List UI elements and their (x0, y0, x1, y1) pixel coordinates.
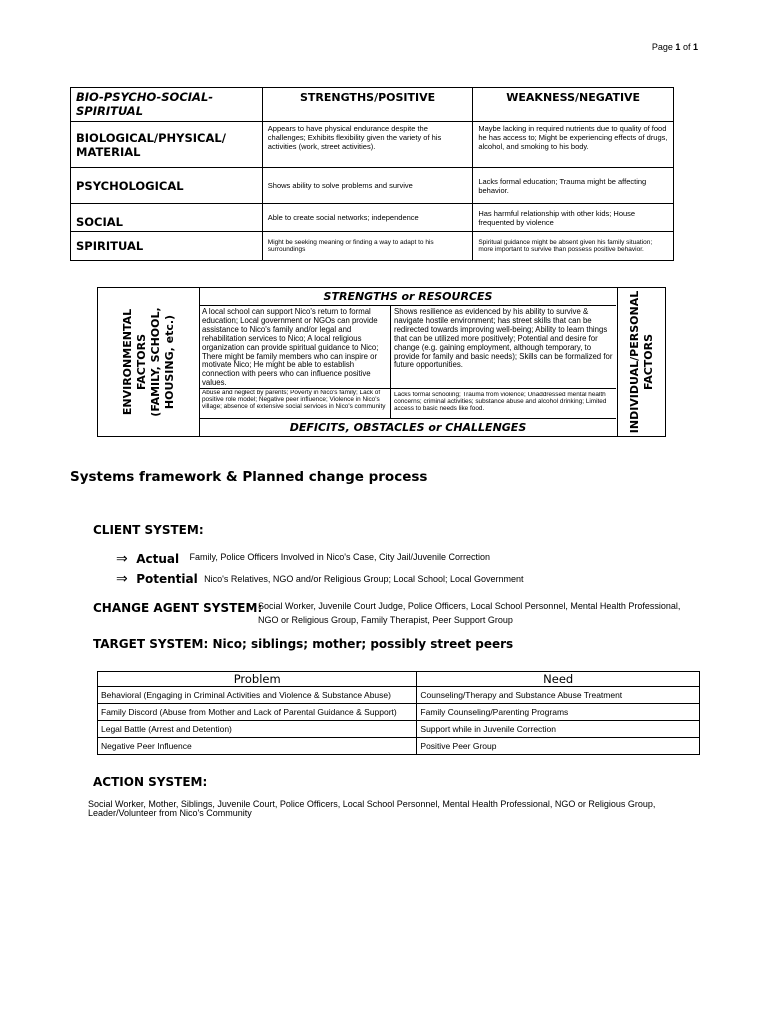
table-row (71, 232, 674, 261)
problem-cell: Negative Peer Influence (98, 738, 417, 755)
individual-factors-label (617, 288, 665, 436)
strength-cell: Able to create social networks; independence (262, 204, 473, 232)
section-title: Systems framework & Planned change process (70, 469, 428, 485)
eco-assessment-box (97, 287, 666, 437)
target-system: TARGET SYSTEM: Nico; siblings; mother; possibly street peers (93, 637, 514, 651)
change-agent-text-2: NGO or Religious Group, Family Therapist, Peer Support Group (258, 615, 513, 625)
weakness-cell: Maybe lacking in required nutrients due to quality of food he has access to; Might be experiencing effects of drugs, alcohol, and smoking to his body. (473, 122, 674, 168)
table-row (98, 738, 700, 755)
actual-line (116, 550, 490, 568)
table-row (71, 168, 674, 204)
arrow-icon: ⇒ (116, 550, 128, 566)
potential-label: Potential (136, 572, 198, 586)
ind-strengths-text: Shows resilience as evidenced by his ability to survive & navigate hostile environment; has street skills that can be redirected towards improving well-being; Ability to learn things that can be utilized more positively; Potential and desire for change (e.g. gaining employment, although temporary, to provide for family and basic needs); Skills can be formalized for future opportunities. (394, 308, 613, 370)
env-label-line: HOUSING, etc.) (162, 314, 176, 410)
weakness-cell: Spiritual guidance might be absent given his family situation; more important to survive than possess positive behavior. (473, 232, 674, 261)
table-row (98, 704, 700, 721)
action-system-label: ACTION SYSTEM: (93, 775, 208, 789)
need-cell: Family Counseling/Parenting Programs (417, 704, 700, 721)
potential-text: Nico's Relatives, NGO and/or Religious Group; Local School; Local Government (204, 574, 524, 584)
bps-header-weakness: WEAKNESS/NEGATIVE (473, 88, 674, 122)
table-row (71, 204, 674, 232)
env-label-line: (FAMILY, SCHOOL, (148, 307, 162, 417)
row-label: PSYCHOLOGICAL (71, 168, 263, 204)
change-agent-label: CHANGE AGENT SYSTEM: (93, 601, 263, 615)
ind-deficits-text: Lacks formal schooling; Trauma from violence; Unaddressed mental health concerns; criminal activities; substance abuse and alcohol drinking; Limited access to basic needs like food. (394, 392, 607, 412)
strength-cell: Shows ability to solve problems and survive (262, 168, 473, 204)
problem-need-table (97, 671, 700, 755)
strength-cell: Appears to have physical endurance despite the challenges; Exhibits flexibility given the variety of his activities (work, street activities). (262, 122, 473, 168)
client-system-label: CLIENT SYSTEM: (93, 523, 204, 537)
need-header: Need (417, 672, 700, 687)
weakness-cell: Lacks formal education; Trauma might be affecting behavior. (473, 168, 674, 204)
change-agent-text-1: Social Worker, Juvenile Court Judge, Police Officers, Local School Personnel, Mental Health Professional, (258, 601, 681, 611)
bps-header-category: BIO-PSYCHO-SOCIAL-SPIRITUAL (71, 88, 263, 122)
potential-line (116, 570, 524, 588)
problem-cell: Legal Battle (Arrest and Detention) (98, 721, 417, 738)
arrow-icon: ⇒ (116, 570, 128, 586)
env-label-line: FACTORS (134, 333, 148, 391)
deficits-heading: DEFICITS, OBSTACLES or CHALLENGES (200, 418, 616, 437)
strengths-resources-heading: STRENGTHS or RESOURCES (200, 288, 616, 306)
problem-header: Problem (98, 672, 417, 687)
table-row (98, 721, 700, 738)
row-label: BIOLOGICAL/PHYSICAL/ MATERIAL (71, 122, 263, 168)
env-label-line: ENVIRONMENTAL (120, 308, 134, 416)
eco-divider-horizontal (200, 388, 616, 389)
env-deficits-text: Abuse and neglect by parents; Poverty in Nico's family; Lack of positive role model; Negative peer influence; Violence in Nico's village; absence of extensive social services in Nico's community (202, 390, 386, 410)
table-row (71, 122, 674, 168)
problem-cell: Behavioral (Engaging in Criminal Activities and Violence & Substance Abuse) (98, 687, 417, 704)
actual-text: Family, Police Officers Involved in Nico's Case, City Jail/Juvenile Correction (189, 552, 491, 562)
environmental-factors-label (98, 288, 200, 436)
row-label: SOCIAL (71, 204, 263, 232)
bps-table (70, 87, 674, 261)
row-label: SPIRITUAL (71, 232, 263, 261)
env-strengths-text: A local school can support Nico's return to formal education; Local government or NGOs can provide assistance to Nico's family and/or legal and rehabilitation services to Nico; A local religious organization can provide spiritual guidance to Nico; There might be family members who can inspire or motivate Nico; He might be able to establish connection with peers who can influence positive values. (202, 308, 379, 388)
strength-cell: Might be seeking meaning or finding a way to adapt to his surroundings (262, 232, 473, 261)
need-cell: Support while in Juvenile Correction (417, 721, 700, 738)
need-cell: Counseling/Therapy and Substance Abuse Treatment (417, 687, 700, 704)
action-system-text: Social Worker, Mother, Siblings, Juvenile Court, Police Officers, Local School Personnel, Mental Health Professional, NGO or Religious Group, Leader/Volunteer from Nico's Community (88, 799, 656, 818)
weakness-cell: Has harmful relationship with other kids; House frequented by violence (473, 204, 674, 232)
ind-label-line: INDIVIDUAL/PERSONAL (627, 290, 641, 434)
need-cell: Positive Peer Group (417, 738, 700, 755)
actual-label: Actual (136, 552, 180, 566)
table-row (98, 687, 700, 704)
page-number: Page 1 of 1 (651, 42, 698, 52)
eco-divider-vertical (390, 305, 391, 418)
bps-header-strengths: STRENGTHS/POSITIVE (262, 88, 473, 122)
problem-cell: Family Discord (Abuse from Mother and Lack of Parental Guidance & Support) (98, 704, 417, 721)
ind-label-line: FACTORS (641, 333, 655, 391)
